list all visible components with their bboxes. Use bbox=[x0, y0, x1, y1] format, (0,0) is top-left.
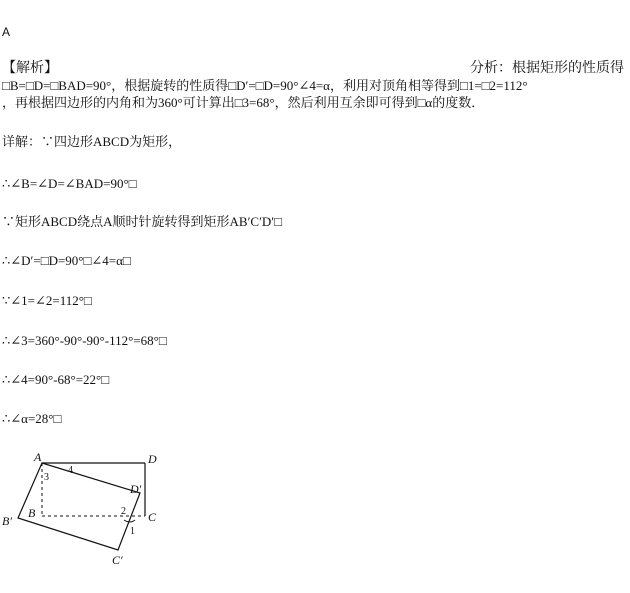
label-b: B bbox=[28, 506, 36, 520]
label-angle-1: 1 bbox=[130, 526, 135, 537]
label-b-prime: B′ bbox=[2, 514, 12, 528]
solution-header: 【解析】 bbox=[2, 61, 58, 76]
step-line: ∴∠3=360°-90°-90°-112°=68°□ bbox=[2, 333, 167, 348]
step-line: ∵∠1=∠2=112°□ bbox=[2, 293, 92, 308]
label-angle-3: 3 bbox=[44, 472, 49, 483]
label-angle-4: 4 bbox=[68, 465, 73, 476]
label-angle-2: 2 bbox=[121, 506, 126, 517]
analysis-label: 分析：根据矩形的性质得 bbox=[470, 61, 624, 76]
step-line: ∴∠4=90°-68°=22°□ bbox=[2, 372, 110, 387]
analysis-line-2: ，再根据四边形的内角和为360°可计算出□3=68°，然后利用互余即可得到□α的度数． bbox=[2, 95, 485, 110]
geometry-figure bbox=[0, 448, 200, 588]
answer-text: A bbox=[2, 25, 11, 39]
step-line: 详解：∵四边形ABCD为矩形， bbox=[2, 134, 182, 149]
step-line: ∴∠α=28°□ bbox=[2, 411, 62, 426]
step-line: ∴∠D′=□D=90°□∠4=α□ bbox=[2, 253, 131, 268]
step-line: ∴∠B=∠D=∠BAD=90°□ bbox=[2, 176, 137, 191]
label-d: D bbox=[148, 452, 157, 466]
label-a: A bbox=[34, 450, 42, 464]
label-c: C bbox=[148, 510, 157, 524]
analysis-line-1: □B=□D=□BAD=90°，根据旋转的性质得□D′=□D=90°∠4=α，利用对顶角相等得到□1=□2=112° bbox=[2, 78, 528, 93]
label-d-prime: D′ bbox=[130, 482, 142, 496]
label-c-prime: C′ bbox=[112, 553, 123, 567]
step-line: ∵矩形ABCD绕点A顺时针旋转得到矩形AB′C′D′□ bbox=[2, 214, 283, 229]
